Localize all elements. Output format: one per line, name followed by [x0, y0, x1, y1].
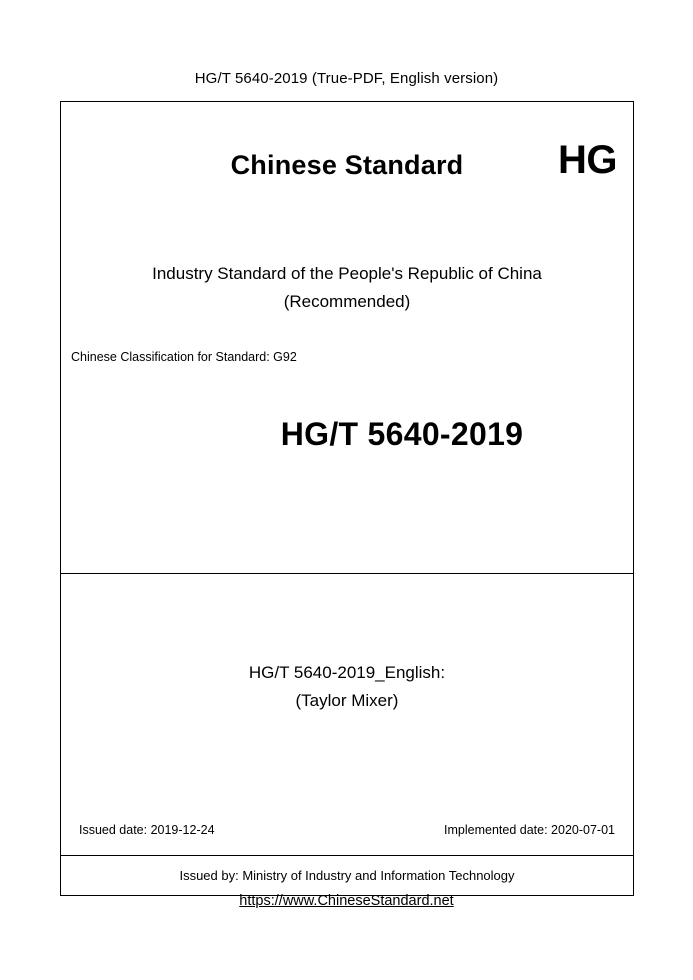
- page-header-title: HG/T 5640-2019 (True-PDF, English version): [194, 70, 499, 87]
- cover-lower-section: [61, 574, 633, 856]
- cover-upper-section: [61, 102, 633, 574]
- dates-row: [61, 823, 633, 837]
- standard-number: HG/T 5640-2019: [280, 416, 524, 452]
- classification-line: Chinese Classification for Standard: G92: [71, 350, 297, 364]
- cover-main-title: Chinese Standard: [230, 150, 464, 180]
- cover-subtitle-line1: Industry Standard of the People's Republic of China: [152, 264, 542, 283]
- english-title-block: [61, 574, 633, 715]
- cover-subtitle-line2: (Recommended): [283, 292, 411, 311]
- english-title-line2: (Taylor Mixer): [295, 691, 399, 710]
- issued-date: Issued date: 2019-12-24: [79, 823, 215, 837]
- cover-frame: [60, 101, 634, 896]
- english-title-line1: HG/T 5640-2019_English:: [248, 663, 446, 682]
- footer-url[interactable]: [0, 893, 693, 909]
- title-row: [61, 102, 633, 202]
- issued-by-line: Issued by: Ministry of Industry and Information Technology: [179, 868, 515, 883]
- implemented-date: Implemented date: 2020-07-01: [444, 823, 615, 837]
- footer-url-text[interactable]: https://www.ChineseStandard.net: [239, 893, 454, 909]
- hg-logo: HG: [558, 138, 617, 182]
- cover-subtitle: [61, 260, 633, 316]
